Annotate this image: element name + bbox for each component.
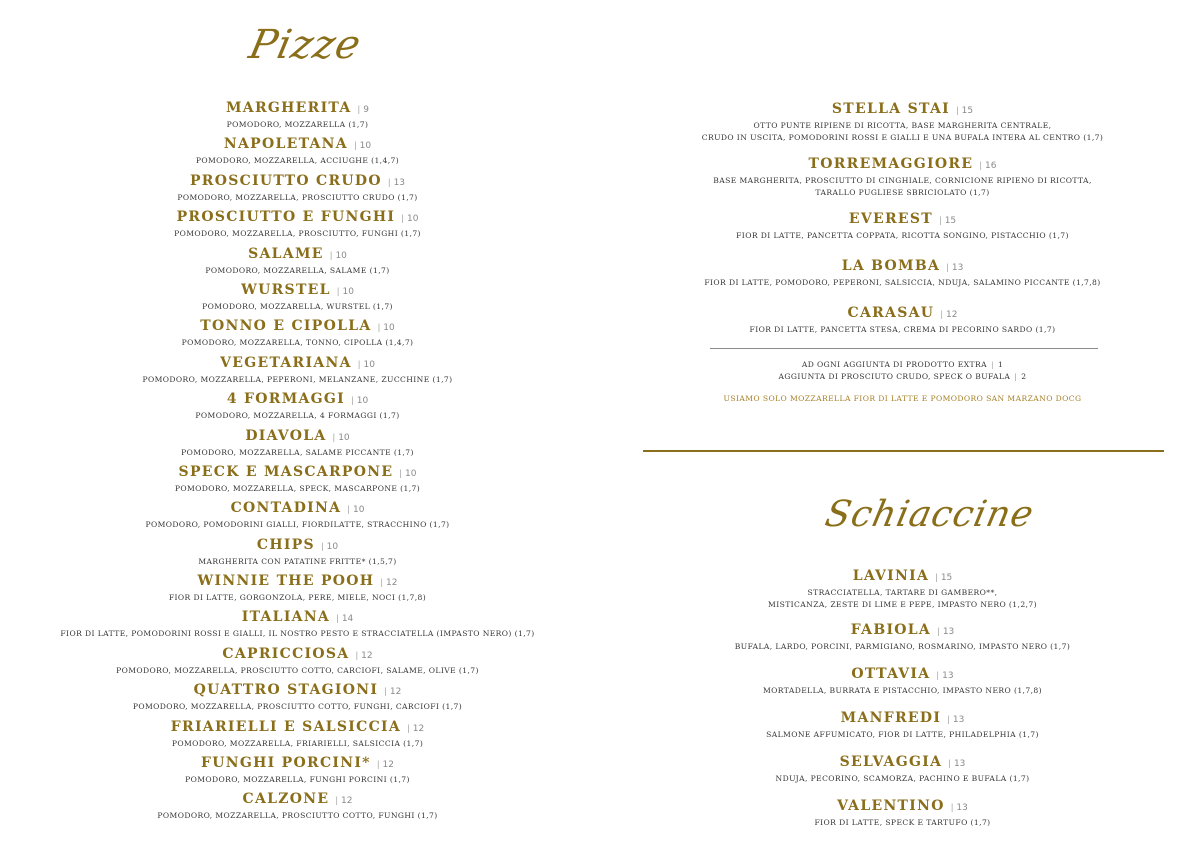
menu-item-description [40, 519, 555, 531]
description-line: NDUJA, PECORINO, SCAMORZA, PACHINO E BUFALA (1,7) [775, 774, 1030, 783]
menu-item-name: MARGHERITA [226, 100, 352, 116]
description-line: MORTADELLA, BURRATA E PISTACCHIO, IMPASTO NERO (1,7,8) [763, 686, 1042, 695]
menu-item-description [40, 738, 555, 750]
menu-item [40, 171, 555, 207]
menu-item-price: 10 [406, 214, 419, 225]
description-line: POMODORO, MOZZARELLA, PROSCIUTTO COTTO, CARCIOFI, SALAME, OLIVE (1,7) [116, 665, 479, 675]
menu-item-header [40, 134, 555, 155]
menu-item-header [40, 717, 555, 738]
menu-item-name: NAPOLETANA [223, 136, 348, 153]
menu-item-header [40, 644, 555, 665]
menu-item [40, 98, 555, 134]
menu-item-description [700, 685, 1105, 697]
extras-list [690, 359, 1115, 383]
menu-item-name: CAPRICCIOSA [222, 645, 350, 662]
menu-item [40, 789, 555, 825]
menu-item-description [40, 701, 555, 713]
description-line: MARGHERITA CON PATATINE FRITTE* (1,5,7) [198, 556, 397, 566]
menu-item-name: FABIOLA [850, 622, 932, 638]
menu-item-price: 13 [942, 627, 955, 637]
menu-item-description [690, 230, 1115, 242]
description-line: POMODORO, POMODORINI GIALLI, FIORDILATTE, STRACCHINO (1,7) [145, 520, 450, 530]
price-separator: | [336, 286, 340, 296]
menu-item-description [40, 155, 555, 167]
menu-item-name: DIAVOLA [245, 427, 327, 444]
price-separator: | [955, 106, 959, 115]
price-separator: | [948, 759, 951, 768]
menu-item-price: 12 [386, 578, 398, 589]
menu-item-description [40, 556, 555, 568]
price-separator: | [387, 177, 391, 187]
description-line: POMODORO, MOZZARELLA, FUNGHI PORCINI (1,7) [185, 775, 410, 785]
menu-item-header [690, 209, 1115, 230]
menu-item [690, 256, 1115, 289]
description-line: FIOR DI LATTE, PANCETTA COPPATA, RICOTTA SONGINO, PISTACCHIO (1,7) [736, 231, 1069, 240]
ingredients-notice: USIAMO SOLO MOZZARELLA FIOR DI LATTE E POMODORO SAN MARZANO DOCG [723, 394, 1082, 403]
menu-item [40, 717, 555, 753]
menu-item-description [690, 120, 1115, 144]
section-divider [643, 450, 1164, 452]
description-line: STRACCIATELLA, TARTARE DI GAMBERO**, [807, 588, 998, 597]
menu-item-description [40, 665, 555, 677]
menu-item-name: PROSCIUTTO E FUNGHI [176, 209, 396, 226]
description-line: POMODORO, MOZZARELLA, PROSCIUTTO COTTO, FUNGHI, CARCIOFI (1,7) [132, 702, 463, 712]
description-line: POMODORO, MOZZARELLA, ACCIUGHE (1,4,7) [195, 156, 400, 166]
menu-item [40, 316, 555, 352]
menu-item-name: SELVAGGIA [839, 754, 943, 770]
menu-item-price: 10 [335, 250, 347, 261]
price-separator: | [357, 105, 361, 114]
menu-item-header [40, 571, 555, 592]
menu-item-description [40, 301, 555, 313]
menu-item-description [40, 447, 555, 459]
menu-item-price: 10 [405, 468, 417, 479]
menu-item [40, 207, 555, 243]
menu-item-name: FRIARIELLI E SALSICCIA [170, 718, 402, 735]
menu-item-name: PROSCIUTTO CRUDO [189, 172, 382, 189]
price-separator: | [946, 263, 949, 272]
menu-item-name: CALZONE [242, 791, 330, 808]
menu-item-header [40, 680, 555, 701]
menu-item-price: 13 [956, 803, 968, 813]
menu-item [40, 644, 555, 680]
menu-item-header [40, 207, 555, 228]
menu-item [40, 607, 555, 643]
menu-item-header [40, 753, 555, 774]
menu-item-price: 10 [359, 141, 372, 152]
menu-item [40, 753, 555, 789]
description-line: BUFALA, LARDO, PORCINI, PARMIGIANO, ROSMARINO, IMPASTO NERO (1,7) [734, 642, 1071, 651]
price-separator: | [353, 141, 357, 151]
menu-item-price: 10 [383, 323, 395, 334]
menu-item-name: STELLA STAI [831, 101, 950, 117]
menu-item-header [690, 256, 1115, 277]
menu-item-description [40, 592, 555, 604]
price-separator: | [355, 650, 359, 660]
menu-item-name: VEGETARIANA [220, 354, 352, 371]
description-line: POMODORO, MOZZARELLA, PROSCIUTTO CRUDO (1,7) [177, 192, 418, 202]
price-separator: | [335, 796, 339, 806]
menu-item-price: 12 [946, 310, 958, 320]
price-separator: | [332, 432, 336, 442]
menu-item [40, 280, 555, 316]
menu-item-description [40, 192, 555, 204]
price-separator: | [938, 216, 942, 225]
menu-item-price: 13 [951, 263, 964, 273]
menu-item-description [40, 810, 555, 822]
menu-item-header [40, 171, 555, 192]
menu-item-header [40, 280, 555, 301]
menu-item-name: CHIPS [256, 536, 315, 553]
schiaccine-list [700, 566, 1105, 840]
menu-item-header [690, 99, 1115, 120]
description-line: TARALLO PUGLIESE SBRICIOLATO (1,7) [815, 188, 990, 197]
price-separator: | [407, 723, 410, 733]
menu-item [700, 796, 1105, 829]
menu-item-price: 13 [952, 715, 965, 725]
description-line: POMODORO, MOZZARELLA, PEPERONI, MELANZANE, ZUCCHINE (1,7) [142, 374, 453, 384]
price-separator: | [401, 214, 404, 224]
price-separator: | [320, 541, 324, 551]
description-line: POMODORO, MOZZARELLA, PROSCIUTTO, FUNGHI (1,7) [174, 229, 421, 239]
menu-item [700, 620, 1105, 653]
price-separator: | [1014, 372, 1018, 381]
price-separator: | [376, 760, 380, 770]
price-separator: | [377, 323, 381, 333]
menu-item-name: WINNIE THE POOH [197, 573, 375, 590]
description-line: POMODORO, MOZZARELLA, PROSCIUTTO COTTO, FUNGHI (1,7) [157, 811, 438, 821]
menu-item-price: 13 [393, 177, 406, 188]
menu-item-name: LAVINIA [852, 568, 930, 584]
description-line: FIOR DI LATTE, SPECK E TARTUFO (1,7) [814, 818, 991, 827]
menu-item [40, 426, 555, 462]
menu-item-description [40, 374, 555, 386]
menu-item-header [40, 498, 555, 519]
menu-item-description [40, 119, 555, 131]
price-separator: | [384, 687, 387, 697]
menu-item-name: LA BOMBA [841, 258, 941, 274]
menu-item-name: SPECK E MASCARPONE [178, 463, 394, 480]
price-separator: | [399, 468, 402, 478]
price-separator: | [380, 578, 384, 588]
menu-item-header [700, 566, 1105, 587]
menu-item [700, 566, 1105, 611]
menu-item-name: EVEREST [848, 211, 933, 227]
description-line: FIOR DI LATTE, GORGONZOLA, PERE, MIELE, NOCI (1,7,8) [168, 593, 427, 603]
menu-item-price: 12 [382, 760, 394, 771]
menu-item-price: 16 [985, 161, 997, 171]
menu-item-header [700, 708, 1105, 729]
price-separator: | [347, 505, 350, 515]
menu-item-name: FUNGHI PORCINI* [201, 755, 371, 772]
menu-item-header [700, 796, 1105, 817]
menu-item [40, 535, 555, 571]
price-separator: | [936, 671, 940, 680]
divider-thin [710, 348, 1098, 349]
menu-item-header [690, 154, 1115, 175]
menu-item-description [40, 410, 555, 422]
menu-item-price: 10 [352, 505, 365, 516]
extra-price: 2 [1021, 372, 1027, 381]
menu-item-description [40, 265, 555, 277]
extra-text: AD OGNI AGGIUNTA DI PRODOTTO EXTRA [801, 360, 987, 369]
price-separator: | [940, 310, 944, 319]
menu-item-price: 15 [961, 106, 974, 116]
menu-item-price: 12 [389, 687, 402, 698]
price-separator: | [336, 614, 339, 624]
menu-item-description [700, 773, 1105, 785]
menu-item-price: 13 [953, 759, 966, 769]
menu-item-description [700, 641, 1105, 653]
menu-item-price: 10 [338, 432, 350, 443]
extra-text: AGGIUNTA DI PROSCIUTO CRUDO, SPECK O BUFALA [778, 372, 1011, 381]
pizze-list [40, 98, 555, 826]
menu-item-header [40, 462, 555, 483]
menu-item-price: 13 [942, 671, 954, 681]
menu-item [40, 680, 555, 716]
menu-item-name: 4 FORMAGGI [226, 391, 346, 408]
extra-price: 1 [997, 360, 1004, 369]
menu-item-name: ITALIANA [241, 609, 331, 626]
price-separator: | [935, 573, 938, 582]
price-separator: | [979, 161, 983, 170]
menu-item-header [40, 98, 555, 119]
description-line: FIOR DI LATTE, POMODORINI ROSSI E GIALLI, IL NOSTRO PESTO E STRACCIATELLA (IMPASTO NERO) (1,7) [60, 629, 535, 639]
menu-item-price: 9 [363, 105, 369, 115]
menu-item-header [690, 303, 1115, 324]
menu-item-price: 10 [342, 286, 354, 297]
menu-item-header [700, 752, 1105, 773]
menu-item-header [40, 353, 555, 374]
price-separator: | [947, 715, 950, 724]
description-line: POMODORO, MOZZARELLA, TONNO, CIPOLLA (1,4,7) [181, 338, 414, 348]
menu-item-price: 10 [363, 359, 375, 370]
menu-item [690, 209, 1115, 242]
menu-item-price: 10 [326, 541, 339, 552]
price-separator: | [357, 359, 361, 369]
menu-item-name: VALENTINO [837, 798, 945, 814]
menu-item-header [700, 620, 1105, 641]
menu-item-description [40, 228, 555, 240]
menu-item [40, 462, 555, 498]
menu-item-name: CONTADINA [230, 500, 342, 517]
description-line: FIOR DI LATTE, POMODORO, PEPERONI, SALSICCIA, NDUJA, SALAMINO PICCANTE (1,7,8) [704, 278, 1101, 287]
menu-item-name: TONNO E CIPOLLA [200, 318, 372, 335]
menu-item-description [40, 483, 555, 495]
menu-item-name: TORREMAGGIORE [808, 156, 974, 172]
menu-item [40, 353, 555, 389]
menu-item-name: OTTAVIA [851, 666, 931, 682]
menu-item-name: SALAME [248, 245, 324, 262]
menu-item [40, 134, 555, 170]
extra-line [690, 371, 1115, 383]
price-separator: | [329, 250, 333, 260]
price-separator: | [990, 360, 994, 369]
menu-item-header [40, 316, 555, 337]
menu-item-header [700, 664, 1105, 685]
description-line: POMODORO, MOZZARELLA, FRIARIELLI, SALSICCIA (1,7) [171, 738, 424, 748]
schiaccine-title: Schiaccine [821, 494, 1038, 535]
menu-item-description [700, 729, 1105, 741]
specials-list [690, 99, 1115, 350]
menu-item-description [40, 628, 555, 640]
menu-item-header [40, 244, 555, 265]
menu-item-description [700, 817, 1105, 829]
menu-item-description [690, 175, 1115, 199]
menu-item [700, 708, 1105, 741]
menu-item [690, 303, 1115, 336]
menu-item [40, 571, 555, 607]
menu-item-header [40, 789, 555, 810]
description-line: POMODORO, MOZZARELLA, SALAME PICCANTE (1,7) [181, 447, 414, 457]
menu-item-price: 15 [944, 216, 957, 226]
description-line: POMODORO, MOZZARELLA, WURSTEL (1,7) [202, 301, 393, 311]
menu-item [40, 244, 555, 280]
description-line: POMODORO, MOZZARELLA (1,7) [226, 120, 369, 129]
description-line: POMODORO, MOZZARELLA, 4 FORMAGGI (1,7) [195, 411, 400, 421]
menu-item [700, 664, 1105, 697]
menu-item-name: WURSTEL [241, 281, 331, 298]
menu-item-name: QUATTRO STAGIONI [193, 682, 379, 699]
menu-item-description [40, 337, 555, 349]
menu-item-price: 14 [341, 614, 354, 625]
menu-item-price: 10 [356, 396, 369, 407]
price-separator: | [950, 803, 954, 812]
pizze-title: Pizze [245, 22, 366, 68]
menu-item-price: 12 [341, 796, 353, 807]
menu-item-description [690, 277, 1115, 289]
description-line: SALMONE AFFUMICATO, FIOR DI LATTE, PHILADELPHIA (1,7) [766, 730, 1039, 739]
menu-item-header [40, 426, 555, 447]
menu-item [700, 752, 1105, 785]
menu-item [690, 154, 1115, 199]
menu-item-price: 12 [361, 650, 373, 661]
description-line: POMODORO, MOZZARELLA, SALAME (1,7) [205, 265, 390, 275]
description-line: BASE MARGHERITA, PROSCIUTTO DI CINGHIALE, CORNICIONE RIPIENO DI RICOTTA, [713, 176, 1092, 185]
menu-item-header [40, 535, 555, 556]
price-separator: | [351, 396, 354, 406]
description-line: POMODORO, MOZZARELLA, SPECK, MASCARPONE (1,7) [174, 483, 421, 493]
menu-item-name: CARASAU [847, 305, 935, 321]
price-separator: | [937, 627, 940, 636]
menu-item-name: MANFREDI [840, 710, 942, 726]
description-line: CRUDO IN USCITA, POMODORINI ROSSI E GIALLI E UNA BUFALA INTERA AL CENTRO (1,7) [701, 133, 1104, 142]
menu-item-price: 15 [940, 573, 953, 583]
menu-item [40, 389, 555, 425]
menu-item-description [700, 587, 1105, 611]
menu-item-header [40, 607, 555, 628]
menu-item-description [690, 324, 1115, 336]
menu-item [40, 498, 555, 534]
menu-item-header [40, 389, 555, 410]
extra-line [690, 359, 1115, 371]
description-line: MISTICANZA, ZESTE DI LIME E PEPE, IMPASTO NERO (1,2,7) [768, 600, 1037, 609]
description-line: FIOR DI LATTE, PANCETTA STESA, CREMA DI PECORINO SARDO (1,7) [749, 325, 1056, 334]
menu-item-price: 12 [412, 723, 425, 734]
menu-item-description [40, 774, 555, 786]
description-line: OTTO PUNTE RIPIENE DI RICOTTA, BASE MARGHERITA CENTRALE, [753, 121, 1052, 130]
menu-item [690, 99, 1115, 144]
